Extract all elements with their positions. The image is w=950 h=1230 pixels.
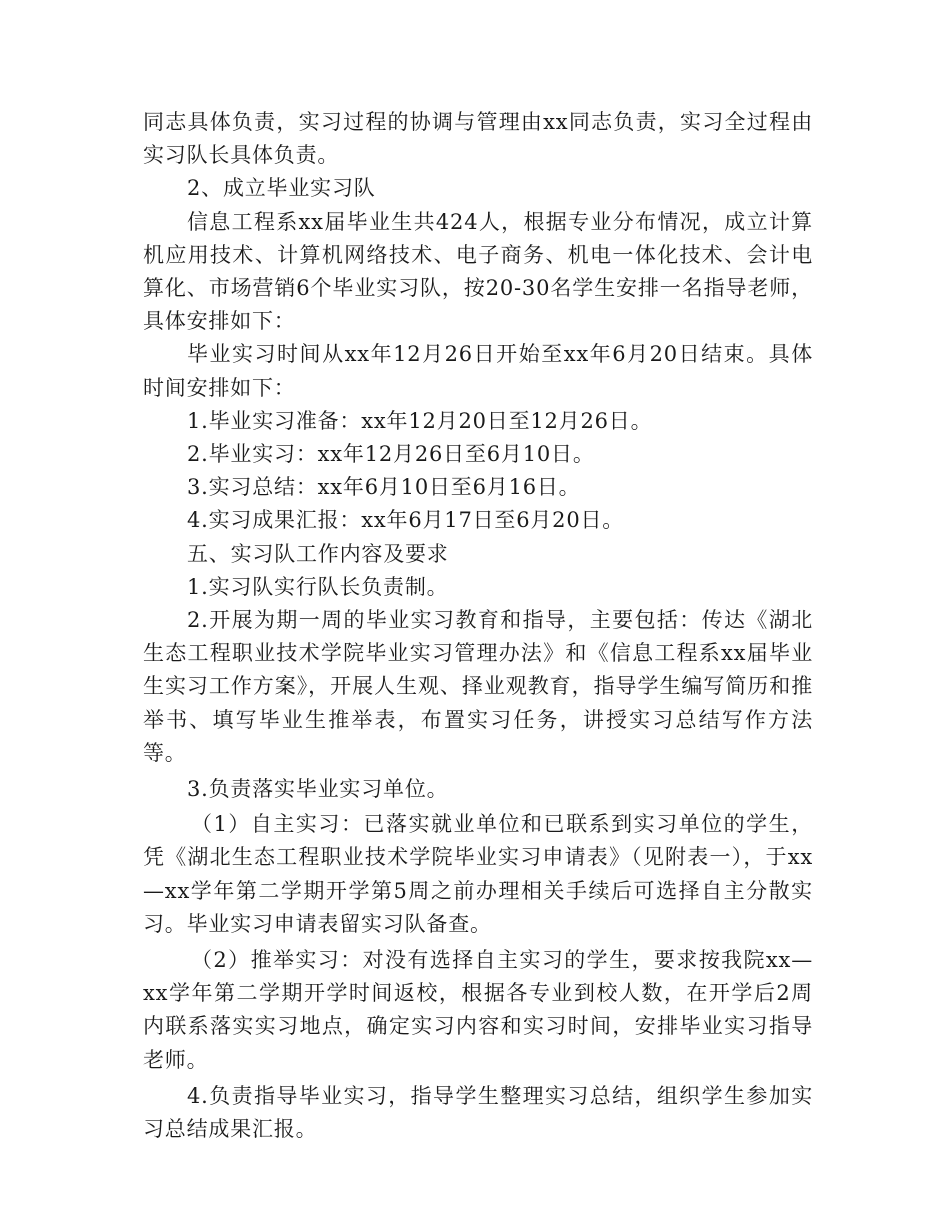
requirement-item-1: 1.实习队实行队长负责制。 xyxy=(187,574,449,599)
section-heading-5: 五、实习队工作内容及要求 xyxy=(187,541,449,566)
paragraph-team-setup: 信息工程系xx届毕业生共424人，根据专业分布情况，成立计算机应用技术、计算机网络技术、电子商务、机电一体化技术、会计电算化、市场营销6个毕业实习队，按20-30名学生安排一名指导老师，具体安排如下： xyxy=(143,209,813,334)
requirement-item-3: 3.负责落实毕业实习单位。 xyxy=(187,777,449,802)
schedule-item-2: 2.毕业实习：xx年12月26日至6月10日。 xyxy=(187,442,595,467)
heading-form-team: 2、成立毕业实习队 xyxy=(187,176,376,201)
paragraph-schedule-intro: 毕业实习时间从xx年12月26日开始至xx年6月20日结束。具体时间安排如下： xyxy=(143,342,813,400)
schedule-item-1: 1.毕业实习准备：xx年12月20日至12月26日。 xyxy=(187,408,653,433)
schedule-item-3: 3.实习总结：xx年6月10日至6月16日。 xyxy=(187,475,581,500)
schedule-item-4: 4.实习成果汇报：xx年6月17日至6月20日。 xyxy=(187,508,625,533)
requirement-sub-item-2: （2）推举实习：对没有选择自主实习的学生，要求按我院xx—xx学年第二学期开学时间返校，根据各专业到校人数，在开学后2周内联系落实实习地点，确定实习内容和实习时间，安排毕业实习指导老师。 xyxy=(143,948,813,1072)
requirement-item-2: 2.开展为期一周的毕业实习教育和指导，主要包括：传达《湖北生态工程职业技术学院毕业实习管理办法》和《信息工程系xx届毕业生实习工作方案》，开展人生观、择业观教育，指导学生编写简历和推举书、填写毕业生推举表，布置实习任务，讲授实习总结写作方法等。 xyxy=(143,608,813,765)
requirement-item-4: 4.负责指导毕业实习，指导学生整理实习总结，组织学生参加实习总结成果汇报。 xyxy=(143,1083,813,1142)
paragraph-responsibility: 同志具体负责，实习过程的协调与管理由xx同志负责，实习全过程由实习队长具体负责。 xyxy=(143,110,813,168)
requirement-sub-item-1: （1）自主实习：已落实就业单位和已联系到实习单位的学生，凭《湖北生态工程职业技术学院毕业实习申请表》（见附表一），于xx—xx学年第二学期开学第5周之前办理相关手续后可选择自主分散实习。毕业实习申请表留实习队备查。 xyxy=(143,812,813,936)
document-body xyxy=(143,106,813,1146)
